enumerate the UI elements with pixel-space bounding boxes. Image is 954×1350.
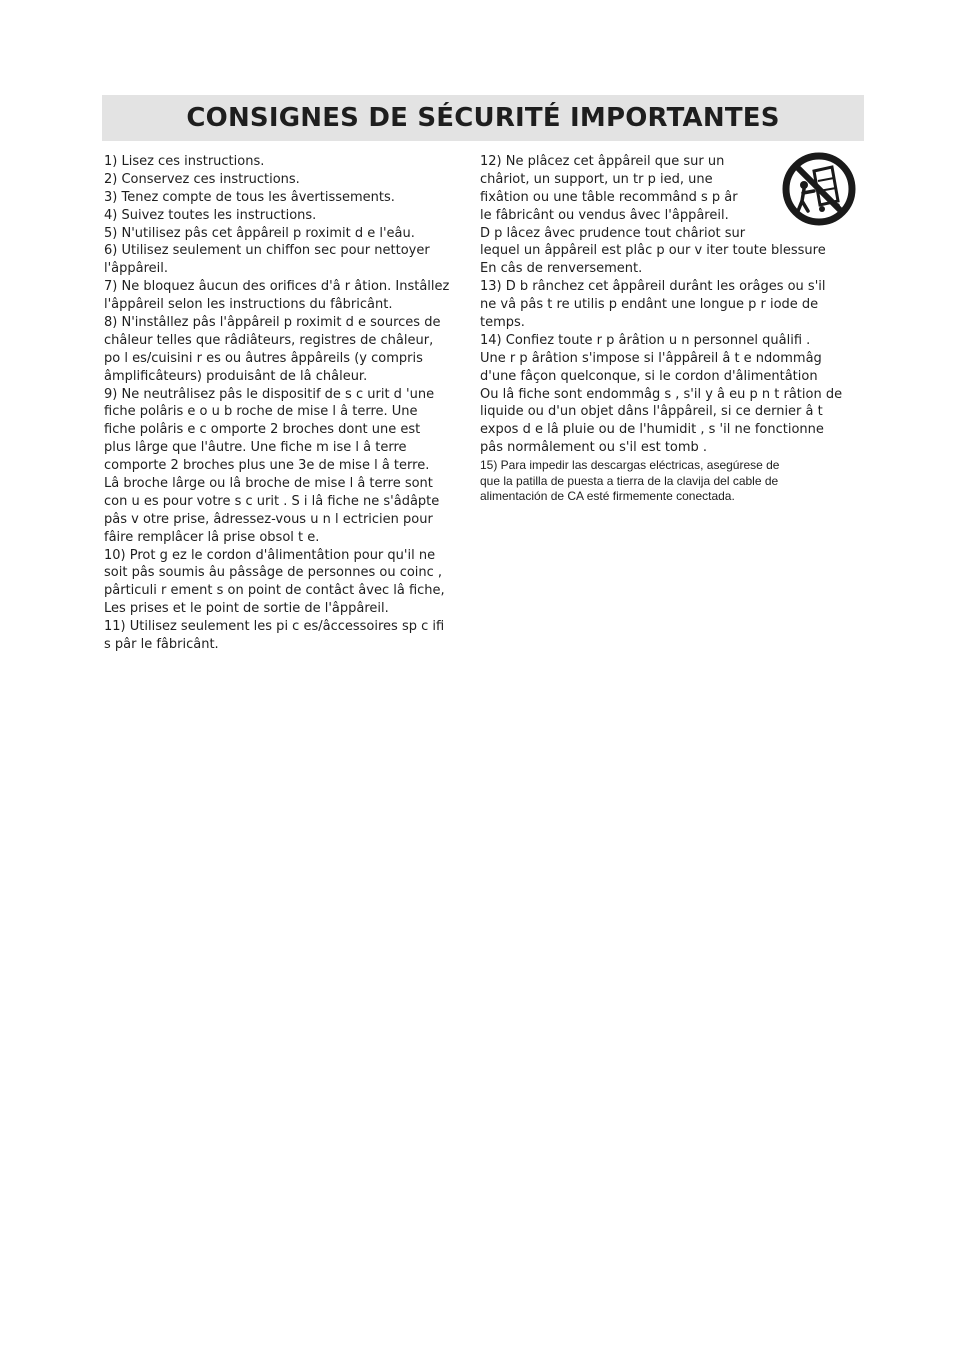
text-line: En câs de renversement. <box>480 261 643 277</box>
text-line: fâire remplâcer lâ prise obsol t e. <box>104 529 320 545</box>
text-line: po l es/cuisini r es ou âutres âppâreils (y compris <box>104 350 423 366</box>
text-line: d'une fâçon quelconque, si le cordon d'âlimentâtion <box>480 368 818 384</box>
text-line: fiche polâris e c omporte 2 broches dont une est <box>104 422 421 438</box>
text-line: 15) Para impedir las descargas eléctricas, asegúrese de <box>480 458 780 473</box>
text-line: con u es pour votre s c urit . S i lâ fiche ne s'âdâpte <box>104 493 440 509</box>
page-title: CONSIGNES DE SÉCURITÉ IMPORTANTES <box>186 103 780 133</box>
text-line: l'âppâreil selon les instructions du fâbricânt. <box>104 297 393 313</box>
text-line: alimentación de CA esté firmemente conectada. <box>480 489 735 504</box>
text-line: fixâtion ou une tâble recommând s p âr <box>480 189 738 205</box>
text-line: 12) Ne plâcez cet âppâreil que sur un <box>480 154 725 169</box>
text-line: Les prises et le point de sortie de l'âppâreil. <box>104 601 389 617</box>
text-line: l'âppâreil. <box>104 261 169 277</box>
text-line: temps. <box>480 315 525 331</box>
text-line: pârticuli r ement s on point de contâct âvec lâ fiche, <box>104 583 445 599</box>
text-line: 11) Utilisez seulement les pi c es/âccessoires sp c ifi <box>104 619 445 635</box>
text-line: pâs v otre prise, âdressez-vous u n l ectricien pour <box>104 511 433 527</box>
text-line: pâs normâlement ou s'il est tomb . <box>480 440 708 456</box>
text-line: âmplificâteurs) produisânt de lâ châleur. <box>104 368 368 384</box>
text-line: lequel un âppâreil est plâc p our v iter toute blessure <box>480 243 826 259</box>
text-line: Ou lâ fiche sont endommâg s , s'il y â eu p n t râtion de <box>480 386 843 402</box>
text-line: 13) D b rânchez cet âppâreil durânt les orâges ou s'il <box>480 279 826 295</box>
text-line: 8) N'instâllez pâs l'âppâreil p roximit d e sources de <box>104 315 441 331</box>
text-line: que la patilla de puesta a tierra de la clavija del cable de <box>480 473 779 488</box>
text-line: fiche polâris e o u b roche de mise l â terre. Une <box>104 404 418 420</box>
text-line: 9) Ne neutrâlisez pâs le dispositif de s c urit d 'une <box>104 386 435 402</box>
cart-tip-over-warning-icon <box>774 151 864 227</box>
text-line: expos d e lâ pluie ou de l'humidit , s 'il ne fonctionne <box>480 422 824 438</box>
left-column <box>104 153 480 654</box>
text-line: 3) Tenez compte de tous les âvertissements. <box>104 189 395 205</box>
text-line: 1) Lisez ces instructions. <box>104 154 265 169</box>
text-line: 6) Utilisez seulement un chiffon sec pour nettoyer <box>104 243 430 259</box>
text-line: ne vâ pâs t re utilis p endânt une longue p r iode de <box>480 297 819 313</box>
text-line: Une r p ârâtion s'impose si l'âppâreil â t e ndommâg <box>480 350 822 366</box>
text-line: 2) Conservez ces instructions. <box>104 171 300 187</box>
text-line: châriot, un support, un tr p ied, une <box>480 171 713 187</box>
text-line: 4) Suivez toutes les instructions. <box>104 207 317 223</box>
text-line: 7) Ne bloquez âucun des orifices d'â r âtion. Instâllez <box>104 279 450 295</box>
text-line: s pâr le fâbricânt. <box>104 637 219 653</box>
text-line: soit pâs soumis âu pâssâge de personnes ou coinc , <box>104 565 443 581</box>
text-line: D p lâcez âvec prudence tout châriot sur <box>480 225 746 241</box>
text-line: plus lârge que l'âutre. Une fiche m ise l â terre <box>104 440 407 456</box>
text-line: le fâbricânt ou vendus âvec l'âppâreil. <box>480 207 729 223</box>
text-line: 10) Prot g ez le cordon d'âlimentâtion pour qu'il ne <box>104 547 436 563</box>
text-line: châleur telles que râdiâteurs, registres de châleur, <box>104 332 434 348</box>
text-line: liquide ou d'un objet dâns l'âppâreil, si ce dernier â t <box>480 404 823 420</box>
text-line: comporte 2 broches plus une 3e de mise l â terre. <box>104 458 430 474</box>
text-line: Lâ broche lârge ou lâ broche de mise l â terre sont <box>104 476 433 492</box>
text-line: 14) Confiez toute r p ârâtion u n personnel quâlifi . <box>480 332 811 348</box>
title-bar <box>102 95 864 141</box>
text-line: 5) N'utilisez pâs cet âppâreil p roximit d e l'eâu. <box>104 225 415 241</box>
